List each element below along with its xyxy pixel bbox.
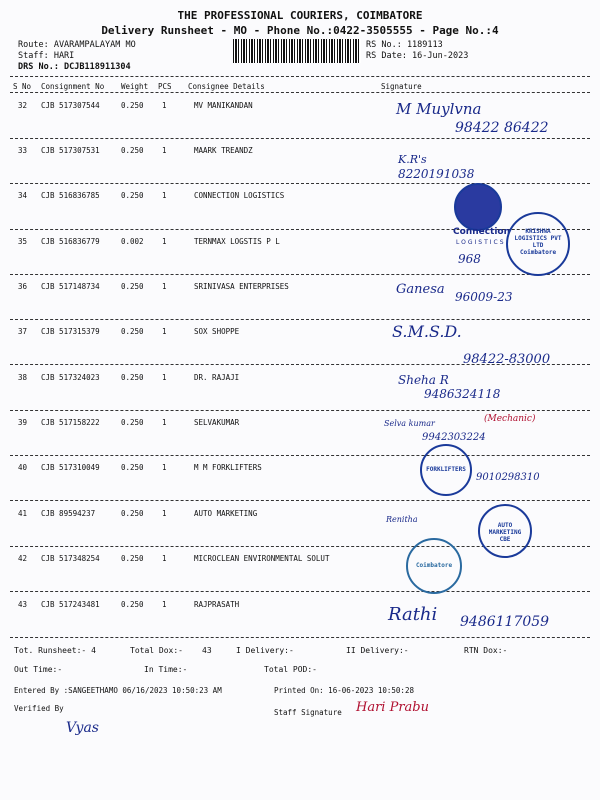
consignment-no: CJB 89594237 [41, 509, 96, 518]
verified-by: Verified By [14, 704, 64, 713]
stamp-auto-text: AUTO MARKETING [488, 522, 522, 536]
stamp-auto-marketing [478, 504, 532, 558]
divider [10, 591, 590, 592]
total-pod: Total POD:- [264, 665, 317, 674]
col-header-consignment: Consignment No [41, 82, 105, 91]
consignee: MAARK TREANDZ [194, 146, 253, 155]
consignment-no: CJB 517324023 [41, 373, 100, 382]
signature-39-phone: 9942303224 [422, 432, 486, 443]
consignee: SRINIVASA ENTERPRISES [194, 282, 289, 291]
signature-36: Ganesa [396, 282, 445, 297]
connection-logo-icon [454, 183, 502, 231]
sno: 35 [18, 237, 28, 246]
consignee: AUTO MARKETING [194, 509, 258, 518]
total-dox-label: Total Dox:- [130, 646, 183, 655]
col-header-consignee: Consignee Details [188, 82, 265, 91]
divider [10, 637, 590, 638]
stamp-auto-city: CBE [499, 536, 511, 543]
signature-40-phone: 9010298310 [476, 472, 540, 483]
sno: 33 [18, 146, 28, 155]
runsheet-subtitle: Delivery Runsheet - MO - Phone No.:0422-3505555 - Page No.:4 [101, 24, 499, 37]
divider [10, 319, 590, 320]
tot-runsheet: Tot. Runsheet:- 4 [14, 646, 96, 655]
signature-38: Sheha R [398, 373, 449, 387]
weight: 0.250 [121, 463, 144, 472]
pcs: 1 [162, 101, 167, 110]
signature-36-phone: 96009-23 [455, 290, 513, 304]
consignment-no: CJB 517307531 [41, 146, 100, 155]
rs-number: RS No.: 1189113 [366, 40, 443, 50]
divider [10, 274, 590, 275]
pcs: 1 [162, 237, 167, 246]
signature-39: Selva kumar [384, 419, 435, 428]
divider [10, 500, 590, 501]
weight: 0.250 [121, 509, 144, 518]
consignee: TERNMAX LOGSTIS P L [194, 237, 280, 246]
divider [10, 76, 590, 77]
total-dox-value: 43 [202, 646, 212, 655]
pcs: 1 [162, 191, 167, 200]
signature-37-phone: 98422-83000 [463, 352, 551, 367]
signature-33: K.R's [398, 153, 427, 166]
rtn-dox: RTN Dox:- [464, 646, 508, 655]
consignee: SOX SHOPPE [194, 327, 240, 336]
weight: 0.250 [121, 282, 144, 291]
weight: 0.002 [121, 237, 144, 246]
verified-signature: Vyas [66, 720, 99, 736]
rs-date: RS Date: 16-Jun-2023 [366, 51, 469, 61]
sno: 37 [18, 327, 28, 336]
consignment-no: CJB 516836785 [41, 191, 100, 200]
consignment-no: CJB 517307544 [41, 101, 100, 110]
signature-39-note: (Mechanic) [484, 414, 536, 424]
staff-signature-label: Staff Signature [274, 708, 342, 717]
stamp-forklifters: FORKLIFTERS [420, 444, 472, 496]
signature-37: S.M.S.D. [392, 322, 462, 341]
staff-signature: Hari Prabu [356, 700, 429, 715]
consignment-no: CJB 517348254 [41, 554, 100, 563]
weight: 0.250 [121, 418, 144, 427]
consignee: RAJPRASATH [194, 600, 240, 609]
signature-38-phone: 9486324118 [424, 387, 501, 401]
in-time: In Time:- [144, 665, 188, 674]
pcs: 1 [162, 463, 167, 472]
pcs: 1 [162, 146, 167, 155]
consignee: MV MANIKANDAN [194, 101, 253, 110]
divider [10, 92, 590, 93]
weight: 0.250 [121, 146, 144, 155]
weight: 0.250 [121, 101, 144, 110]
consignee: CONNECTION LOGISTICS [194, 191, 285, 200]
sno: 42 [18, 554, 28, 563]
consignee: DR. RAJAJI [194, 373, 240, 382]
pcs: 1 [162, 373, 167, 382]
signature-35: 968 [458, 252, 481, 266]
pcs: 1 [162, 600, 167, 609]
sno: 39 [18, 418, 28, 427]
weight: 0.250 [121, 554, 144, 563]
out-time: Out Time:- [14, 665, 63, 674]
signature-43-phone: 9486117059 [460, 614, 550, 630]
pcs: 1 [162, 509, 167, 518]
weight: 0.250 [121, 327, 144, 336]
pcs: 1 [162, 282, 167, 291]
signature-32-phone: 98422 86422 [455, 120, 549, 136]
pcs: 1 [162, 327, 167, 336]
sno: 34 [18, 191, 28, 200]
pcs: 1 [162, 554, 167, 563]
signature-41: Renitha [386, 515, 418, 524]
company-title: THE PROFESSIONAL COURIERS, COIMBATORE [177, 9, 423, 22]
divider [10, 410, 590, 411]
divider [10, 455, 590, 456]
divider [10, 138, 590, 139]
pcs: 1 [162, 418, 167, 427]
sno: 40 [18, 463, 28, 472]
sno: 32 [18, 101, 28, 110]
stamp-connection: Connection [453, 227, 511, 237]
consignment-no: CJB 517158222 [41, 418, 100, 427]
stamp-microclean: Coimbatore [406, 538, 462, 594]
weight: 0.250 [121, 191, 144, 200]
stamp-krishna [506, 212, 570, 276]
consignment-no: CJB 517315379 [41, 327, 100, 336]
sno: 36 [18, 282, 28, 291]
consignment-no: CJB 516836779 [41, 237, 100, 246]
divider [10, 183, 590, 184]
consignment-no: CJB 517310049 [41, 463, 100, 472]
sno: 41 [18, 509, 28, 518]
route-label: Route: AVARAMPALAYAM MO [18, 40, 136, 50]
signature-32: M Muylvna [396, 100, 482, 118]
signature-33-phone: 8220191038 [398, 167, 475, 181]
consignment-no: CJB 517243481 [41, 600, 100, 609]
col-header-weight: Weight [121, 82, 149, 91]
printed-on: Printed On: 16-06-2023 10:50:28 [274, 686, 414, 695]
barcode [233, 39, 361, 63]
stamp-krishna-text: KRISHNA LOGISTICS PVT LTD [514, 228, 562, 249]
entered-by: Entered By :SANGEETHAMO 06/16/2023 10:50:23 AM [14, 686, 222, 695]
ii-delivery: II Delivery:- [346, 646, 409, 655]
consignee: M M FORKLIFTERS [194, 463, 262, 472]
col-header-signature: Signature [381, 82, 422, 91]
col-header-sno: S No [13, 82, 32, 91]
consignment-no: CJB 517148734 [41, 282, 100, 291]
consignee: MICROCLEAN ENVIRONMENTAL SOLUT [194, 554, 330, 563]
consignee: SELVAKUMAR [194, 418, 240, 427]
staff-label: Staff: HARI [18, 51, 75, 61]
i-delivery: I Delivery:- [236, 646, 294, 655]
col-header-pcs: PCS [158, 82, 172, 91]
sno: 43 [18, 600, 28, 609]
stamp-connection-sub: LOGISTICS [456, 239, 506, 246]
weight: 0.250 [121, 600, 144, 609]
signature-43: Rathi [388, 604, 438, 625]
sno: 38 [18, 373, 28, 382]
drs-number: DRS No.: DCJB118911304 [18, 62, 131, 72]
stamp-krishna-city: Coimbatore [519, 249, 557, 256]
weight: 0.250 [121, 373, 144, 382]
